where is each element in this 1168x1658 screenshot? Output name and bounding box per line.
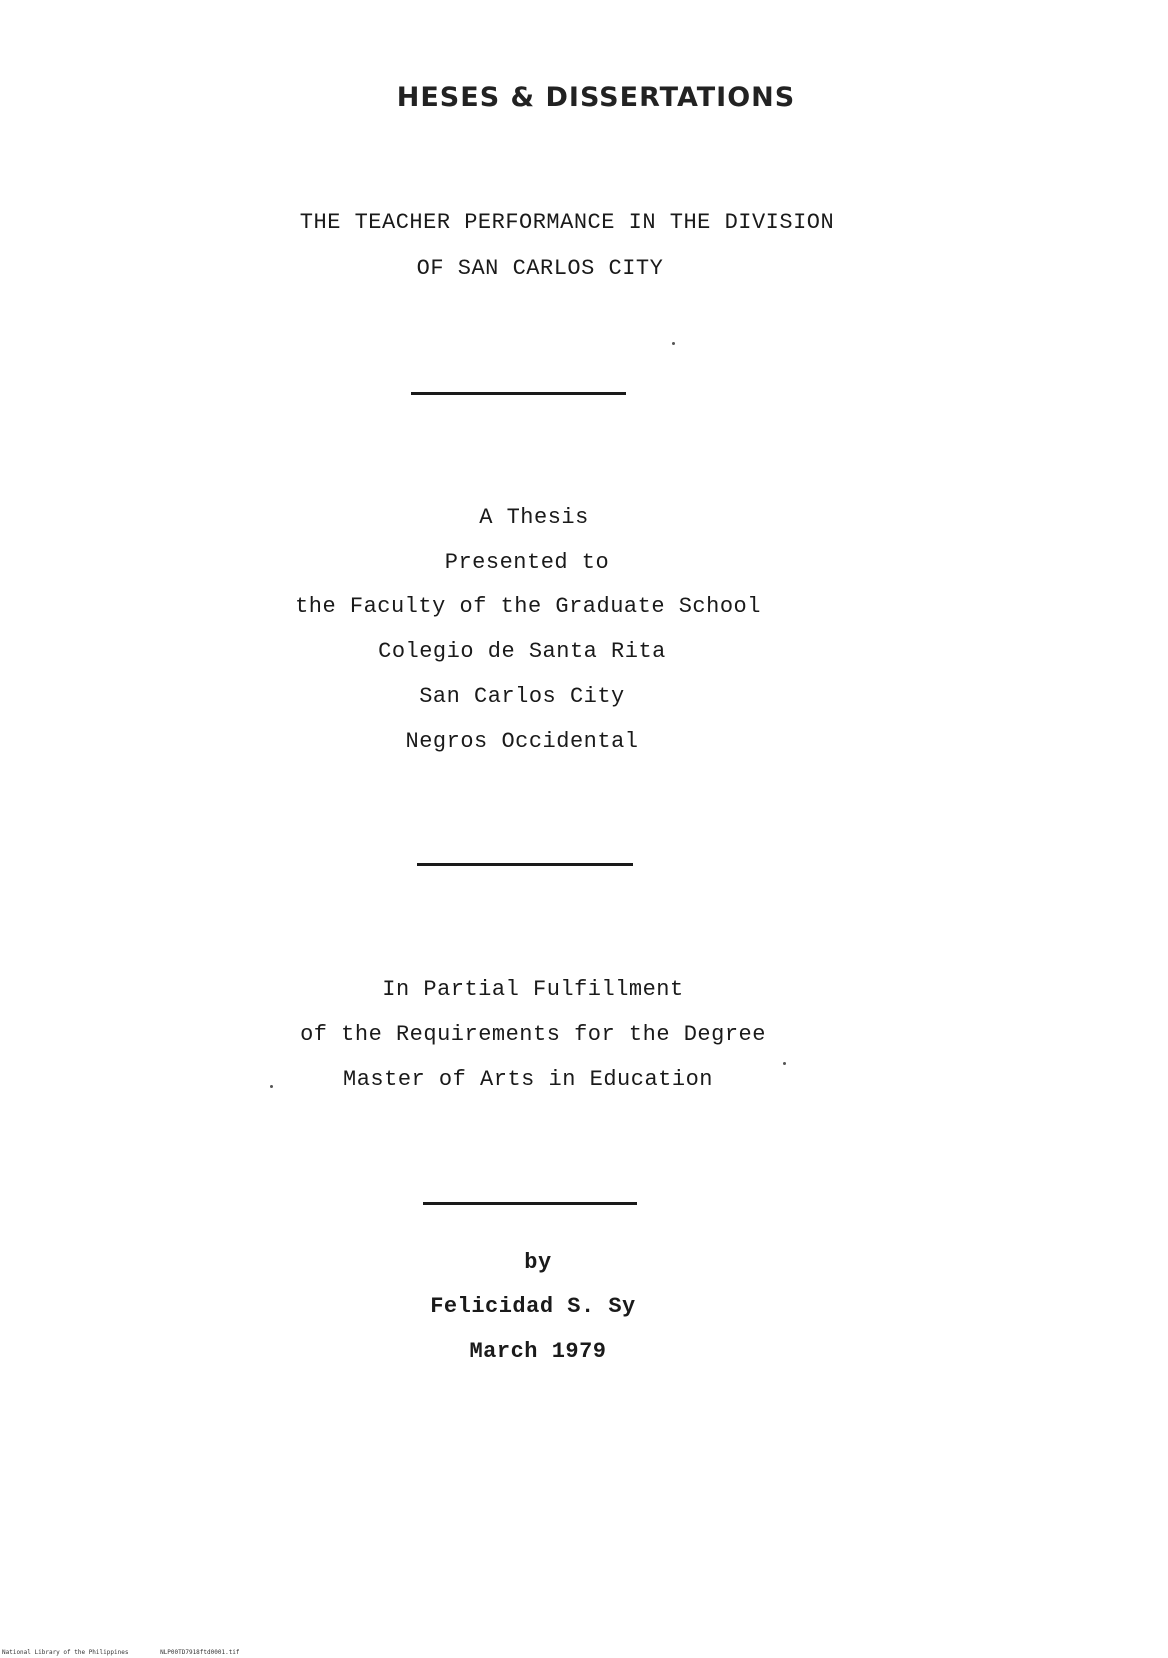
footer-filename: NLP00TD7918ftd0001.tif bbox=[160, 1649, 240, 1656]
thesis-date: March 1979 bbox=[469, 1339, 607, 1364]
fulfillment-line-2: of the Requirements for the Degree bbox=[300, 1022, 766, 1047]
footer-library: National Library of the Philippines bbox=[2, 1649, 129, 1656]
divider-rule-3 bbox=[423, 1202, 637, 1205]
degree-line: Master of Arts in Education bbox=[343, 1067, 713, 1092]
presented-to: Presented to bbox=[444, 550, 610, 575]
theses-dissertations-stamp: HESES & DISSERTATIONS bbox=[396, 82, 796, 113]
scan-speck bbox=[783, 1062, 786, 1065]
college-name: Colegio de Santa Rita bbox=[378, 639, 666, 664]
fulfillment-line-1: In Partial Fulfillment bbox=[382, 977, 684, 1002]
divider-rule-1 bbox=[411, 392, 626, 395]
scan-footer bbox=[2, 1649, 268, 1656]
author-name: Felicidad S. Sy bbox=[430, 1294, 636, 1319]
divider-rule-2 bbox=[417, 863, 633, 866]
city-line: San Carlos City bbox=[419, 684, 625, 709]
title-line-1: THE TEACHER PERFORMANCE IN THE DIVISION bbox=[299, 210, 835, 235]
scan-speck bbox=[672, 342, 675, 345]
scan-speck bbox=[270, 1085, 273, 1088]
faculty-line: the Faculty of the Graduate School bbox=[295, 594, 761, 619]
by-label: by bbox=[524, 1250, 552, 1275]
title-line-2: OF SAN CARLOS CITY bbox=[416, 256, 664, 281]
thesis-label: A Thesis bbox=[479, 505, 589, 530]
province-line: Negros Occidental bbox=[405, 729, 639, 754]
